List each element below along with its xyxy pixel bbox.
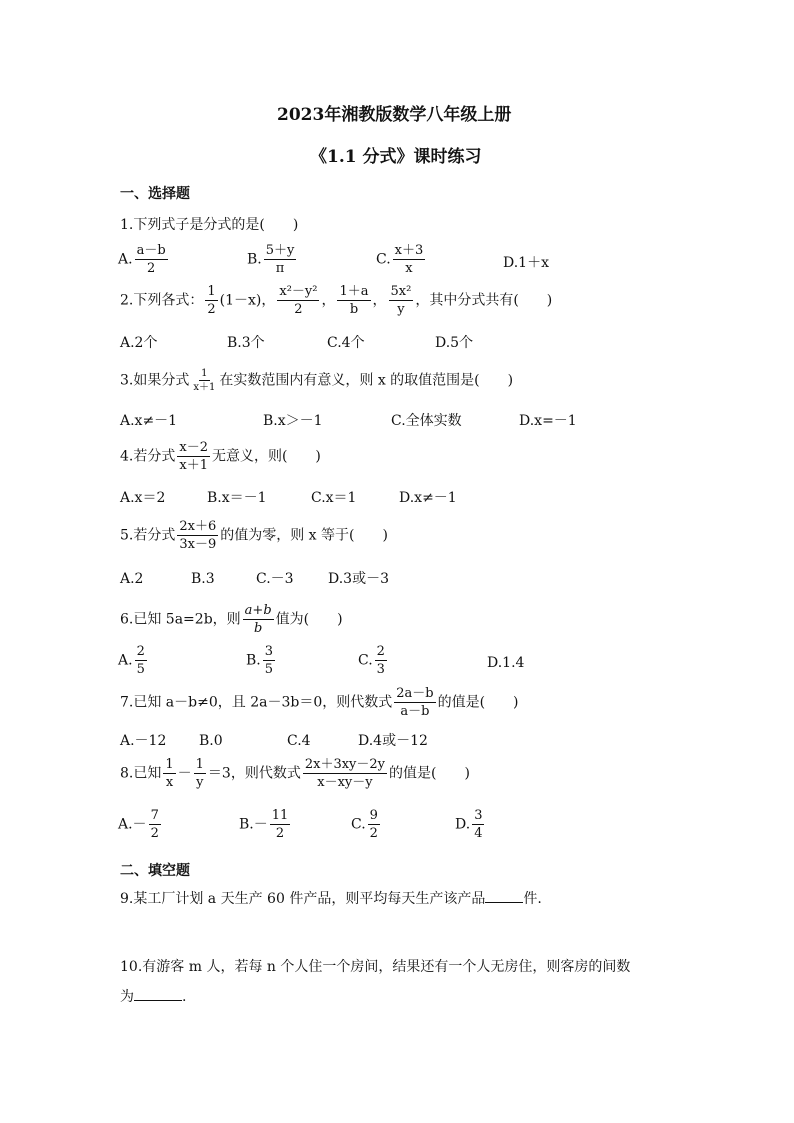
q8-stem: 8.已知 $\frac{1}{x}$ － $\frac{1}{y}$ ＝3，则代数式 $\frac{2x+3xy-2y}{x-xy-y}$ 的值是( ) — [120, 757, 470, 790]
q1-option-c: C. $\frac{x+3}{x}$ — [376, 243, 424, 276]
q1-stem: 1.下列式子是分式的是( ) — [120, 217, 299, 233]
q8-option-d: D. $\frac{3}{4}$ — [455, 808, 483, 841]
page-title: 2023年湘教版数学八年级上册 — [277, 105, 512, 125]
q8-option-c: C. $\frac{9}{2}$ — [351, 808, 378, 841]
q7-stem: 7.已知 a－b≠0，且 2a－3b＝0，则代数式 $\frac{2a-b}{a-b}$ 的值是( ) — [120, 686, 519, 719]
section-choice: 一、选择题 — [120, 186, 190, 202]
q8-option-a: A.－ $\frac{7}{2}$ — [118, 808, 159, 841]
q7-option-a: A.－12 — [120, 733, 167, 749]
q10-answer-blank[interactable] — [134, 988, 182, 1001]
q4-option-b: B.x＝－1 — [207, 490, 267, 506]
q2-option-a: A.2个 — [120, 335, 158, 351]
q2-stem: 2.下列各式： $\frac{1}{2}$ (1－x)， $\frac{\text{x²－y²}}{2}$ ， $\frac{1+a}{b}$ ， $\frac{\text{5x²}}{y}$ ，其中分式共有( ) — [120, 284, 553, 317]
q7-option-c: C.4 — [287, 733, 311, 749]
q3-option-b: B.x＞－1 — [263, 413, 323, 429]
q1-option-d: D.1＋x — [503, 255, 549, 271]
q4-stem: 4.若分式 $\frac{x-2}{x+1}$ 无意义，则( ) — [120, 440, 321, 473]
q6-option-c: C. $\frac{2}{3}$ — [358, 644, 385, 677]
q1-option-a: A. $\frac{a-b}{2}$ — [118, 243, 166, 276]
q4-option-a: A.x＝2 — [120, 490, 166, 506]
q6-option-d: D.1.4 — [487, 655, 525, 671]
q6-option-a: A. $\frac{2}{5}$ — [118, 644, 145, 677]
q3-stem: 3.如果分式 $\frac{1}{x+1}$ 在实数范围内有意义，则 x 的取值范围是( ) — [120, 368, 514, 393]
q3-option-c: C.全体实数 — [391, 413, 462, 429]
q3-option-d: D.x=－1 — [519, 413, 577, 429]
q7-option-b: B.0 — [199, 733, 223, 749]
q4-option-d: D.x≠－1 — [399, 490, 457, 506]
q2-option-b: B.3个 — [227, 335, 265, 351]
q3-option-a: A.x≠－1 — [120, 413, 178, 429]
q5-option-c: C.－3 — [256, 571, 294, 587]
q8-option-b: B.－ $\frac{11}{2}$ — [239, 808, 289, 841]
q10-stem-line1: 10.有游客 m 人，若每 n 个人住一个房间，结果还有一个人无房住，则客房的间数 — [120, 959, 631, 975]
q5-stem: 5.若分式 $\frac{2x+6}{3x-9}$ 的值为零，则 x 等于( ) — [120, 519, 388, 552]
q7-option-d: D.4或－12 — [358, 733, 428, 749]
q2-option-d: D.5个 — [435, 335, 474, 351]
q5-option-d: D.3或－3 — [328, 571, 389, 587]
q9-answer-blank[interactable] — [485, 890, 523, 903]
q10-stem-line2: 为 . — [120, 989, 187, 1005]
q6-stem: 6.已知 5a=2b，则 $\frac{a+b}{b}$ 值为( ) — [120, 603, 343, 636]
q2-option-c: C.4个 — [327, 335, 365, 351]
page-subtitle: 《1.1 分式》课时练习 — [310, 147, 482, 167]
q5-option-a: A.2 — [120, 571, 144, 587]
q4-option-c: C.x＝1 — [311, 490, 357, 506]
section-fill: 二、填空题 — [120, 863, 190, 879]
q1-option-b: B. $\frac{5+y}{\pi}$ — [247, 243, 295, 276]
q6-option-b: B. $\frac{3}{5}$ — [246, 644, 274, 677]
q5-option-b: B.3 — [191, 571, 215, 587]
q9-stem: 9.某工厂计划 a 天生产 60 件产品，则平均每天生产该产品 件. — [120, 891, 542, 907]
